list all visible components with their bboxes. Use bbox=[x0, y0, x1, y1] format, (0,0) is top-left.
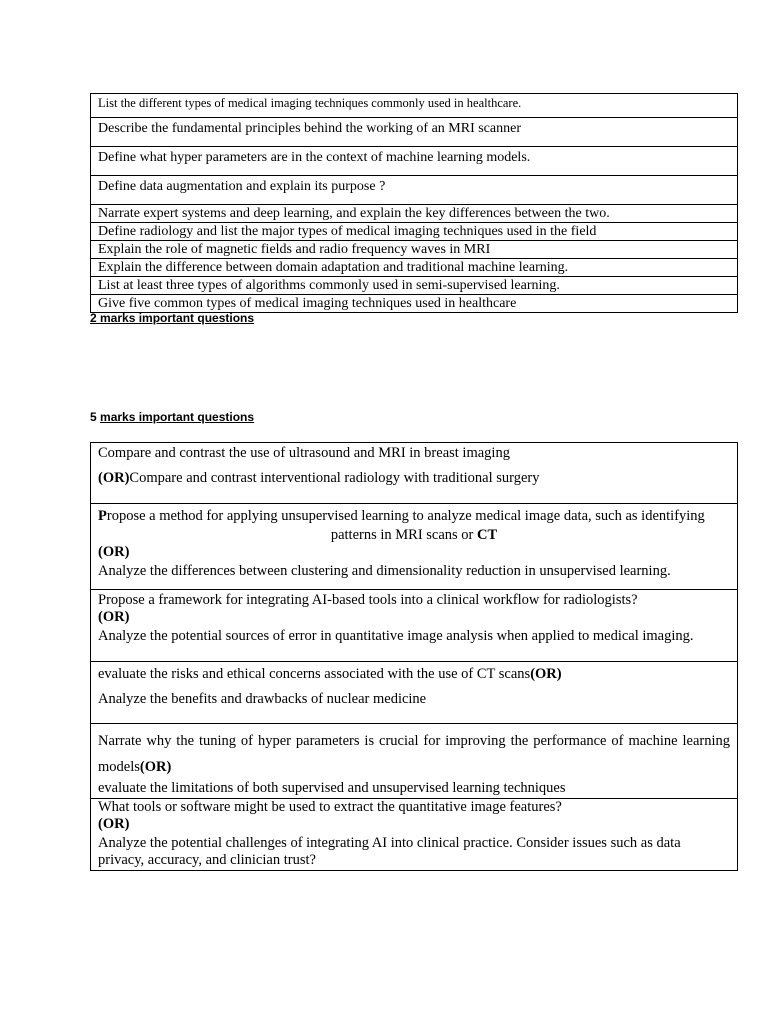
table-row bbox=[91, 443, 738, 504]
question-b: Analyze the benefits and drawbacks of nuclear medicine bbox=[98, 691, 427, 707]
question-a-block bbox=[98, 728, 730, 780]
question-cell bbox=[91, 662, 738, 724]
table-row bbox=[91, 147, 738, 176]
table-row bbox=[91, 295, 738, 313]
table-row bbox=[91, 590, 738, 662]
question-cell bbox=[91, 799, 738, 871]
table-row bbox=[91, 799, 738, 871]
or-label: (OR) bbox=[98, 816, 130, 832]
table-row bbox=[91, 259, 738, 277]
table-row bbox=[91, 223, 738, 241]
question-a-line1 bbox=[98, 508, 730, 525]
or-label: (OR) bbox=[139, 759, 172, 775]
five-mark-heading-text: marks important questions bbox=[100, 410, 255, 424]
question-a: Compare and contrast the use of ultrasound and MRI in breast imaging bbox=[98, 445, 510, 461]
five-mark-heading bbox=[90, 410, 254, 424]
question-a: evaluate the risks and ethical concerns associated with the use of CT scans bbox=[98, 666, 531, 682]
question-cell: Describe the fundamental principles behind the working of an MRI scanner bbox=[91, 118, 738, 147]
two-mark-heading: 2 marks important questions bbox=[90, 311, 255, 325]
question-cell bbox=[91, 504, 738, 590]
question-b: Analyze the potential challenges of integrating AI into clinical practice. Consider issues such as data privacy, accuracy, and clinician trust? bbox=[98, 835, 681, 868]
five-mark-questions-table bbox=[90, 442, 738, 871]
question-cell: Narrate expert systems and deep learning, and explain the key differences between the two. bbox=[91, 205, 738, 223]
five-mark-heading-number: 5 bbox=[90, 410, 97, 424]
question-cell: Give five common types of medical imaging techniques used in healthcare bbox=[91, 295, 738, 313]
question-a: Propose a framework for integrating AI-based tools into a clinical workflow for radiologists? bbox=[98, 592, 638, 608]
table-row bbox=[91, 277, 738, 295]
question-a-rest: ropose a method for applying unsupervised learning to analyze medical image data, such as identifying bbox=[106, 508, 705, 524]
or-label: (OR) bbox=[98, 544, 130, 560]
question-a-line2: patterns in MRI scans or CT bbox=[330, 527, 498, 543]
question-a: Narrate why the tuning of hyper parameters is crucial for improving the performance of machine learning models bbox=[98, 733, 730, 775]
question-cell: Define what hyper parameters are in the context of machine learning models. bbox=[91, 147, 738, 176]
question-cell bbox=[91, 443, 738, 504]
question-cell: Explain the role of magnetic fields and radio frequency waves in MRI bbox=[91, 241, 738, 259]
question-b: Analyze the potential sources of error in quantitative image analysis when applied to medical imaging. bbox=[98, 628, 694, 644]
question-a: What tools or software might be used to extract the quantitative image features? bbox=[98, 799, 562, 815]
question-cell: Explain the difference between domain adaptation and traditional machine learning. bbox=[91, 259, 738, 277]
table-row bbox=[91, 724, 738, 799]
question-a-line bbox=[98, 666, 730, 683]
question-a-first-letter: P bbox=[98, 508, 107, 524]
or-label: (OR) bbox=[98, 609, 130, 625]
table-row bbox=[91, 241, 738, 259]
table-row bbox=[91, 176, 738, 205]
question-cell: Define data augmentation and explain its purpose ? bbox=[91, 176, 738, 205]
two-mark-questions-table bbox=[90, 93, 738, 313]
question-b: evaluate the limitations of both supervised and unsupervised learning techniques bbox=[98, 780, 566, 796]
table-row bbox=[91, 504, 738, 590]
question-cell: Define radiology and list the major types of medical imaging techniques used in the field bbox=[91, 223, 738, 241]
or-label: (OR) bbox=[530, 666, 562, 682]
question-b: Analyze the differences between clustering and dimensionality reduction in unsupervised learning. bbox=[98, 563, 671, 579]
question-b: Compare and contrast interventional radiology with traditional surgery bbox=[129, 470, 540, 486]
or-label: (OR) bbox=[98, 470, 130, 486]
question-cell bbox=[91, 590, 738, 662]
question-b-line bbox=[98, 470, 730, 487]
table-row bbox=[91, 662, 738, 724]
question-cell bbox=[91, 724, 738, 799]
question-a-ct: CT bbox=[477, 527, 498, 543]
table-row bbox=[91, 205, 738, 223]
question-cell: List at least three types of algorithms commonly used in semi-supervised learning. bbox=[91, 277, 738, 295]
table-row bbox=[91, 94, 738, 118]
table-row bbox=[91, 118, 738, 147]
question-cell: List the different types of medical imaging techniques commonly used in healthcare. bbox=[91, 94, 738, 118]
